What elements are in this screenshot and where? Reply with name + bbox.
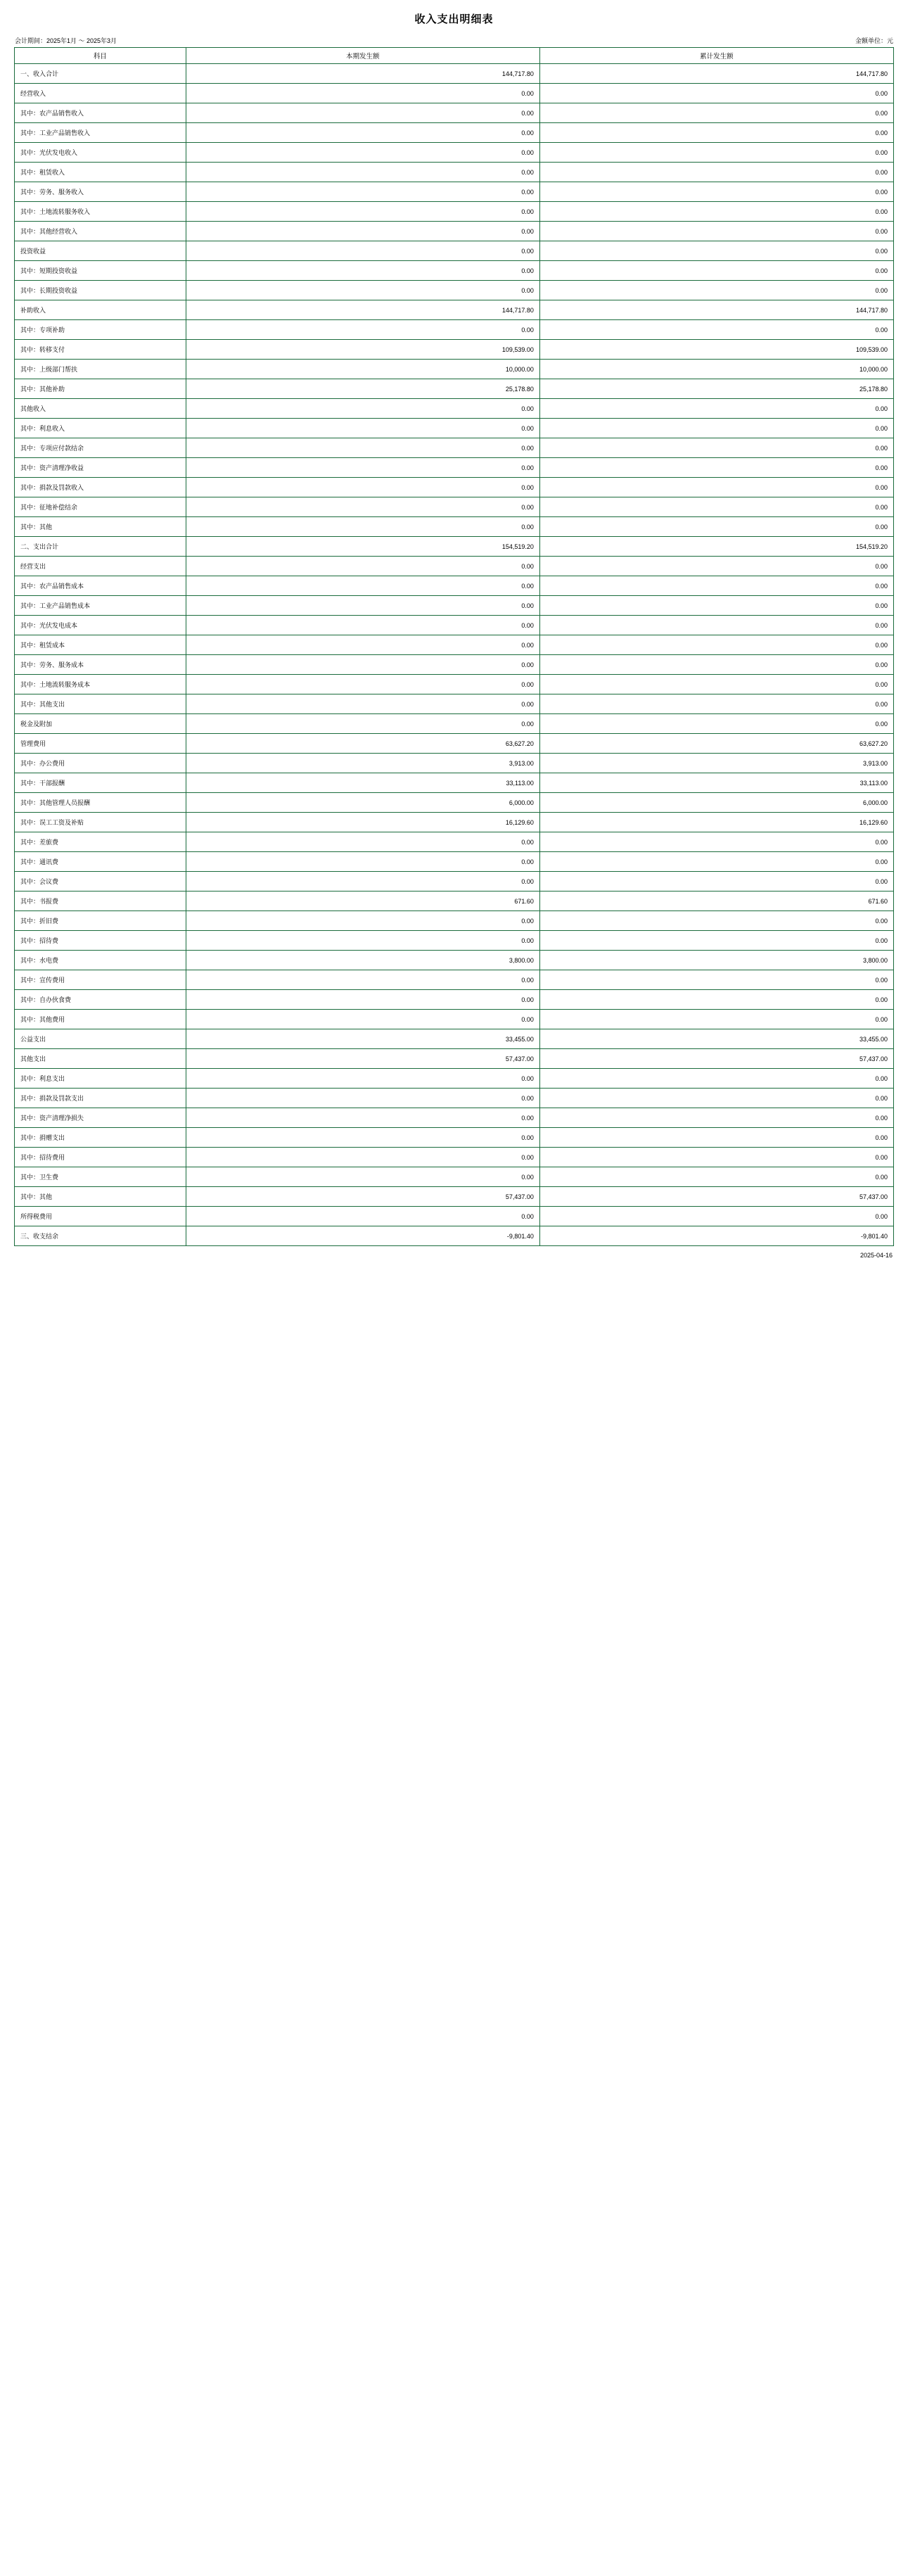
- table-row: [15, 1089, 894, 1108]
- row-item-label: 其中：上级部门帮扶: [15, 360, 186, 379]
- row-accumulated-amount: 0.00: [539, 202, 893, 222]
- row-current-amount: 0.00: [186, 84, 539, 103]
- row-accumulated-amount: 6,000.00: [539, 793, 893, 813]
- table-row: [15, 222, 894, 241]
- row-current-amount: 154,519.20: [186, 537, 539, 557]
- row-current-amount: 0.00: [186, 635, 539, 655]
- row-accumulated-amount: 0.00: [539, 872, 893, 892]
- row-current-amount: 0.00: [186, 694, 539, 714]
- row-item-label: 其中：办公费用: [15, 754, 186, 773]
- row-current-amount: 0.00: [186, 281, 539, 300]
- table-row: [15, 84, 894, 103]
- row-accumulated-amount: 0.00: [539, 1207, 893, 1226]
- row-current-amount: 63,627.20: [186, 734, 539, 754]
- row-accumulated-amount: 0.00: [539, 557, 893, 576]
- table-row: [15, 1207, 894, 1226]
- row-accumulated-amount: 3,913.00: [539, 754, 893, 773]
- table-row: [15, 773, 894, 793]
- row-accumulated-amount: 0.00: [539, 458, 893, 478]
- row-item-label: 其中：短期投资收益: [15, 261, 186, 281]
- row-accumulated-amount: 0.00: [539, 675, 893, 694]
- row-accumulated-amount: 16,129.60: [539, 813, 893, 832]
- table-row: [15, 714, 894, 734]
- table-row: [15, 1148, 894, 1167]
- row-accumulated-amount: 109,539.00: [539, 340, 893, 360]
- row-accumulated-amount: 0.00: [539, 852, 893, 872]
- row-current-amount: 0.00: [186, 1108, 539, 1128]
- row-accumulated-amount: 0.00: [539, 103, 893, 123]
- row-current-amount: 0.00: [186, 517, 539, 537]
- row-item-label: 其中：其他支出: [15, 694, 186, 714]
- row-accumulated-amount: 33,455.00: [539, 1029, 893, 1049]
- row-item-label: 其中：专项补助: [15, 320, 186, 340]
- column-header-accumulated: 累计发生额: [539, 48, 893, 64]
- row-item-label: 其中：卫生费: [15, 1167, 186, 1187]
- row-accumulated-amount: -9,801.40: [539, 1226, 893, 1246]
- row-current-amount: 25,178.80: [186, 379, 539, 399]
- row-current-amount: 0.00: [186, 241, 539, 261]
- row-item-label: 其中：其他管理人员报酬: [15, 793, 186, 813]
- table-row: [15, 931, 894, 951]
- table-row: [15, 1010, 894, 1029]
- row-current-amount: 0.00: [186, 320, 539, 340]
- table-row: [15, 675, 894, 694]
- row-current-amount: 0.00: [186, 655, 539, 675]
- row-item-label: 一、收入合计: [15, 64, 186, 84]
- row-item-label: 公益支出: [15, 1029, 186, 1049]
- row-item-label: 其中：转移支付: [15, 340, 186, 360]
- table-row: [15, 1108, 894, 1128]
- row-item-label: 其中：自办伙食费: [15, 990, 186, 1010]
- header-row: [15, 48, 894, 64]
- row-accumulated-amount: 33,113.00: [539, 773, 893, 793]
- table-row: [15, 576, 894, 596]
- table-row: [15, 557, 894, 576]
- row-item-label: 其中：捐赠支出: [15, 1128, 186, 1148]
- row-item-label: 其中：其他费用: [15, 1010, 186, 1029]
- table-row: [15, 379, 894, 399]
- table-row: [15, 163, 894, 182]
- accounting-period: 会计期间：2025年1月 ～ 2025年3月: [15, 37, 117, 44]
- row-current-amount: 0.00: [186, 1069, 539, 1089]
- row-item-label: 其中：专项应付款结余: [15, 438, 186, 458]
- row-current-amount: -9,801.40: [186, 1226, 539, 1246]
- row-accumulated-amount: 0.00: [539, 438, 893, 458]
- row-current-amount: 0.00: [186, 1207, 539, 1226]
- row-accumulated-amount: 0.00: [539, 123, 893, 143]
- row-accumulated-amount: 0.00: [539, 931, 893, 951]
- table-body: [15, 64, 894, 1246]
- row-current-amount: 144,717.80: [186, 300, 539, 320]
- table-row: [15, 655, 894, 675]
- row-item-label: 其中：宣传费用: [15, 970, 186, 990]
- table-row: [15, 813, 894, 832]
- table-row: [15, 892, 894, 911]
- table-row: [15, 64, 894, 84]
- table-row: [15, 1167, 894, 1187]
- row-accumulated-amount: 25,178.80: [539, 379, 893, 399]
- table-row: [15, 281, 894, 300]
- row-current-amount: 0.00: [186, 163, 539, 182]
- row-accumulated-amount: 0.00: [539, 281, 893, 300]
- row-current-amount: 0.00: [186, 123, 539, 143]
- row-item-label: 其中：误工工资及补贴: [15, 813, 186, 832]
- row-current-amount: 10,000.00: [186, 360, 539, 379]
- row-item-label: 其中：差旅费: [15, 832, 186, 852]
- row-current-amount: 0.00: [186, 931, 539, 951]
- row-accumulated-amount: 0.00: [539, 596, 893, 616]
- table-row: [15, 241, 894, 261]
- row-item-label: 投资收益: [15, 241, 186, 261]
- row-current-amount: 0.00: [186, 714, 539, 734]
- table-row: [15, 340, 894, 360]
- row-current-amount: 0.00: [186, 399, 539, 419]
- row-item-label: 其中：土地流转服务收入: [15, 202, 186, 222]
- row-item-label: 其中：其他经营收入: [15, 222, 186, 241]
- row-item-label: 其中：利息收入: [15, 419, 186, 438]
- row-accumulated-amount: 0.00: [539, 261, 893, 281]
- row-current-amount: 0.00: [186, 1167, 539, 1187]
- table-row: [15, 616, 894, 635]
- table-row: [15, 399, 894, 419]
- row-current-amount: 33,455.00: [186, 1029, 539, 1049]
- row-current-amount: 0.00: [186, 497, 539, 517]
- row-current-amount: 0.00: [186, 202, 539, 222]
- table-row: [15, 261, 894, 281]
- row-current-amount: 0.00: [186, 222, 539, 241]
- row-item-label: 其他收入: [15, 399, 186, 419]
- row-accumulated-amount: 0.00: [539, 714, 893, 734]
- row-item-label: 其他支出: [15, 1049, 186, 1069]
- row-current-amount: 0.00: [186, 911, 539, 931]
- row-accumulated-amount: 0.00: [539, 1069, 893, 1089]
- table-row: [15, 320, 894, 340]
- row-item-label: 其中：长期投资收益: [15, 281, 186, 300]
- row-item-label: 税金及附加: [15, 714, 186, 734]
- table-row: [15, 497, 894, 517]
- table-row: [15, 360, 894, 379]
- row-current-amount: 0.00: [186, 261, 539, 281]
- row-accumulated-amount: 0.00: [539, 635, 893, 655]
- table-row: [15, 1226, 894, 1246]
- row-current-amount: 0.00: [186, 143, 539, 163]
- row-item-label: 其中：招待费: [15, 931, 186, 951]
- row-item-label: 其中：资产清理净损失: [15, 1108, 186, 1128]
- row-accumulated-amount: 154,519.20: [539, 537, 893, 557]
- row-item-label: 其中：捐款及罚款收入: [15, 478, 186, 497]
- table-row: [15, 1187, 894, 1207]
- table-row: [15, 123, 894, 143]
- row-item-label: 其中：通讯费: [15, 852, 186, 872]
- row-accumulated-amount: 0.00: [539, 655, 893, 675]
- row-current-amount: 0.00: [186, 872, 539, 892]
- row-accumulated-amount: 63,627.20: [539, 734, 893, 754]
- row-current-amount: 0.00: [186, 182, 539, 202]
- row-accumulated-amount: 671.60: [539, 892, 893, 911]
- row-current-amount: 0.00: [186, 576, 539, 596]
- row-item-label: 其中：工业产品销售收入: [15, 123, 186, 143]
- table-header: [15, 48, 894, 64]
- row-current-amount: 0.00: [186, 458, 539, 478]
- row-accumulated-amount: 144,717.80: [539, 300, 893, 320]
- row-accumulated-amount: 0.00: [539, 1108, 893, 1128]
- row-current-amount: 0.00: [186, 675, 539, 694]
- row-item-label: 其中：土地流转服务成本: [15, 675, 186, 694]
- table-row: [15, 596, 894, 616]
- table-row: [15, 143, 894, 163]
- row-current-amount: 0.00: [186, 1010, 539, 1029]
- row-item-label: 补助收入: [15, 300, 186, 320]
- row-accumulated-amount: 0.00: [539, 478, 893, 497]
- amount-unit: 金额单位：元: [855, 37, 893, 44]
- row-current-amount: 3,913.00: [186, 754, 539, 773]
- table-row: [15, 1069, 894, 1089]
- row-accumulated-amount: 0.00: [539, 1010, 893, 1029]
- table-row: [15, 970, 894, 990]
- row-accumulated-amount: 0.00: [539, 1089, 893, 1108]
- row-current-amount: 16,129.60: [186, 813, 539, 832]
- row-item-label: 其中：水电费: [15, 951, 186, 970]
- row-item-label: 其中：折旧费: [15, 911, 186, 931]
- row-current-amount: 3,800.00: [186, 951, 539, 970]
- row-accumulated-amount: 0.00: [539, 616, 893, 635]
- table-row: [15, 793, 894, 813]
- row-current-amount: 0.00: [186, 616, 539, 635]
- table-row: [15, 300, 894, 320]
- row-current-amount: 0.00: [186, 1148, 539, 1167]
- row-current-amount: 0.00: [186, 970, 539, 990]
- row-item-label: 其中：书报费: [15, 892, 186, 911]
- row-item-label: 其中：农产品销售成本: [15, 576, 186, 596]
- row-item-label: 其中：捐款及罚款支出: [15, 1089, 186, 1108]
- row-current-amount: 57,437.00: [186, 1049, 539, 1069]
- table-row: [15, 419, 894, 438]
- row-accumulated-amount: 0.00: [539, 222, 893, 241]
- row-item-label: 经营支出: [15, 557, 186, 576]
- table-row: [15, 754, 894, 773]
- row-current-amount: 6,000.00: [186, 793, 539, 813]
- row-accumulated-amount: 0.00: [539, 1148, 893, 1167]
- table-row: [15, 458, 894, 478]
- row-current-amount: 144,717.80: [186, 64, 539, 84]
- row-item-label: 其中：招待费用: [15, 1148, 186, 1167]
- table-row: [15, 872, 894, 892]
- row-item-label: 其中：光伏发电成本: [15, 616, 186, 635]
- row-item-label: 其中：农产品销售收入: [15, 103, 186, 123]
- row-accumulated-amount: 0.00: [539, 241, 893, 261]
- row-accumulated-amount: 0.00: [539, 517, 893, 537]
- table-row: [15, 478, 894, 497]
- row-accumulated-amount: 0.00: [539, 832, 893, 852]
- row-current-amount: 0.00: [186, 103, 539, 123]
- table-row: [15, 734, 894, 754]
- table-row: [15, 911, 894, 931]
- row-accumulated-amount: 0.00: [539, 694, 893, 714]
- table-row: [15, 832, 894, 852]
- table-row: [15, 1049, 894, 1069]
- report-meta: [14, 36, 894, 47]
- row-current-amount: 0.00: [186, 852, 539, 872]
- row-item-label: 其中：其他补助: [15, 379, 186, 399]
- page-title: 收入支出明细表: [414, 13, 494, 25]
- row-current-amount: 671.60: [186, 892, 539, 911]
- row-current-amount: 0.00: [186, 478, 539, 497]
- row-current-amount: 57,437.00: [186, 1187, 539, 1207]
- row-item-label: 其中：租赁收入: [15, 163, 186, 182]
- table-row: [15, 1029, 894, 1049]
- row-current-amount: 0.00: [186, 557, 539, 576]
- row-current-amount: 0.00: [186, 419, 539, 438]
- row-accumulated-amount: 0.00: [539, 1167, 893, 1187]
- row-item-label: 其中：会议费: [15, 872, 186, 892]
- table-row: [15, 202, 894, 222]
- table-row: [15, 990, 894, 1010]
- row-accumulated-amount: 0.00: [539, 182, 893, 202]
- row-current-amount: 33,113.00: [186, 773, 539, 793]
- row-accumulated-amount: 0.00: [539, 970, 893, 990]
- row-item-label: 其中：利息支出: [15, 1069, 186, 1089]
- row-item-label: 其中：租赁成本: [15, 635, 186, 655]
- row-accumulated-amount: 10,000.00: [539, 360, 893, 379]
- row-item-label: 其中：工业产品销售成本: [15, 596, 186, 616]
- row-item-label: 所得税费用: [15, 1207, 186, 1226]
- row-item-label: 其中：光伏发电收入: [15, 143, 186, 163]
- income-expense-table: [14, 47, 894, 1246]
- row-accumulated-amount: 0.00: [539, 911, 893, 931]
- row-item-label: 其中：资产清理净收益: [15, 458, 186, 478]
- table-row: [15, 517, 894, 537]
- row-accumulated-amount: 0.00: [539, 399, 893, 419]
- row-current-amount: 0.00: [186, 832, 539, 852]
- row-accumulated-amount: 0.00: [539, 163, 893, 182]
- table-row: [15, 438, 894, 458]
- row-item-label: 经营收入: [15, 84, 186, 103]
- row-accumulated-amount: 57,437.00: [539, 1187, 893, 1207]
- table-row: [15, 182, 894, 202]
- row-accumulated-amount: 0.00: [539, 84, 893, 103]
- table-row: [15, 635, 894, 655]
- column-header-item: 科目: [15, 48, 186, 64]
- column-header-current: 本期发生额: [186, 48, 539, 64]
- row-item-label: 其中：干部报酬: [15, 773, 186, 793]
- row-accumulated-amount: 0.00: [539, 576, 893, 596]
- row-item-label: 二、支出合计: [15, 537, 186, 557]
- report-page: [0, 0, 908, 1266]
- table-row: [15, 103, 894, 123]
- table-row: [15, 1128, 894, 1148]
- row-accumulated-amount: 0.00: [539, 990, 893, 1010]
- row-current-amount: 109,539.00: [186, 340, 539, 360]
- row-accumulated-amount: 0.00: [539, 419, 893, 438]
- row-item-label: 其中：其他: [15, 517, 186, 537]
- row-item-label: 其中：劳务、服务收入: [15, 182, 186, 202]
- row-item-label: 其中：征地补偿结余: [15, 497, 186, 517]
- row-accumulated-amount: 0.00: [539, 1128, 893, 1148]
- report-date: 2025-04-16: [859, 1252, 893, 1259]
- row-accumulated-amount: 0.00: [539, 497, 893, 517]
- row-item-label: 其中：劳务、服务成本: [15, 655, 186, 675]
- table-row: [15, 694, 894, 714]
- row-item-label: 三、收支结余: [15, 1226, 186, 1246]
- row-item-label: 其中：其他: [15, 1187, 186, 1207]
- row-current-amount: 0.00: [186, 1089, 539, 1108]
- row-accumulated-amount: 0.00: [539, 320, 893, 340]
- row-current-amount: 0.00: [186, 438, 539, 458]
- row-current-amount: 0.00: [186, 990, 539, 1010]
- row-accumulated-amount: 144,717.80: [539, 64, 893, 84]
- row-accumulated-amount: 57,437.00: [539, 1049, 893, 1069]
- table-row: [15, 951, 894, 970]
- table-row: [15, 537, 894, 557]
- row-accumulated-amount: 3,800.00: [539, 951, 893, 970]
- row-current-amount: 0.00: [186, 596, 539, 616]
- table-row: [15, 852, 894, 872]
- row-current-amount: 0.00: [186, 1128, 539, 1148]
- row-item-label: 管理费用: [15, 734, 186, 754]
- row-accumulated-amount: 0.00: [539, 143, 893, 163]
